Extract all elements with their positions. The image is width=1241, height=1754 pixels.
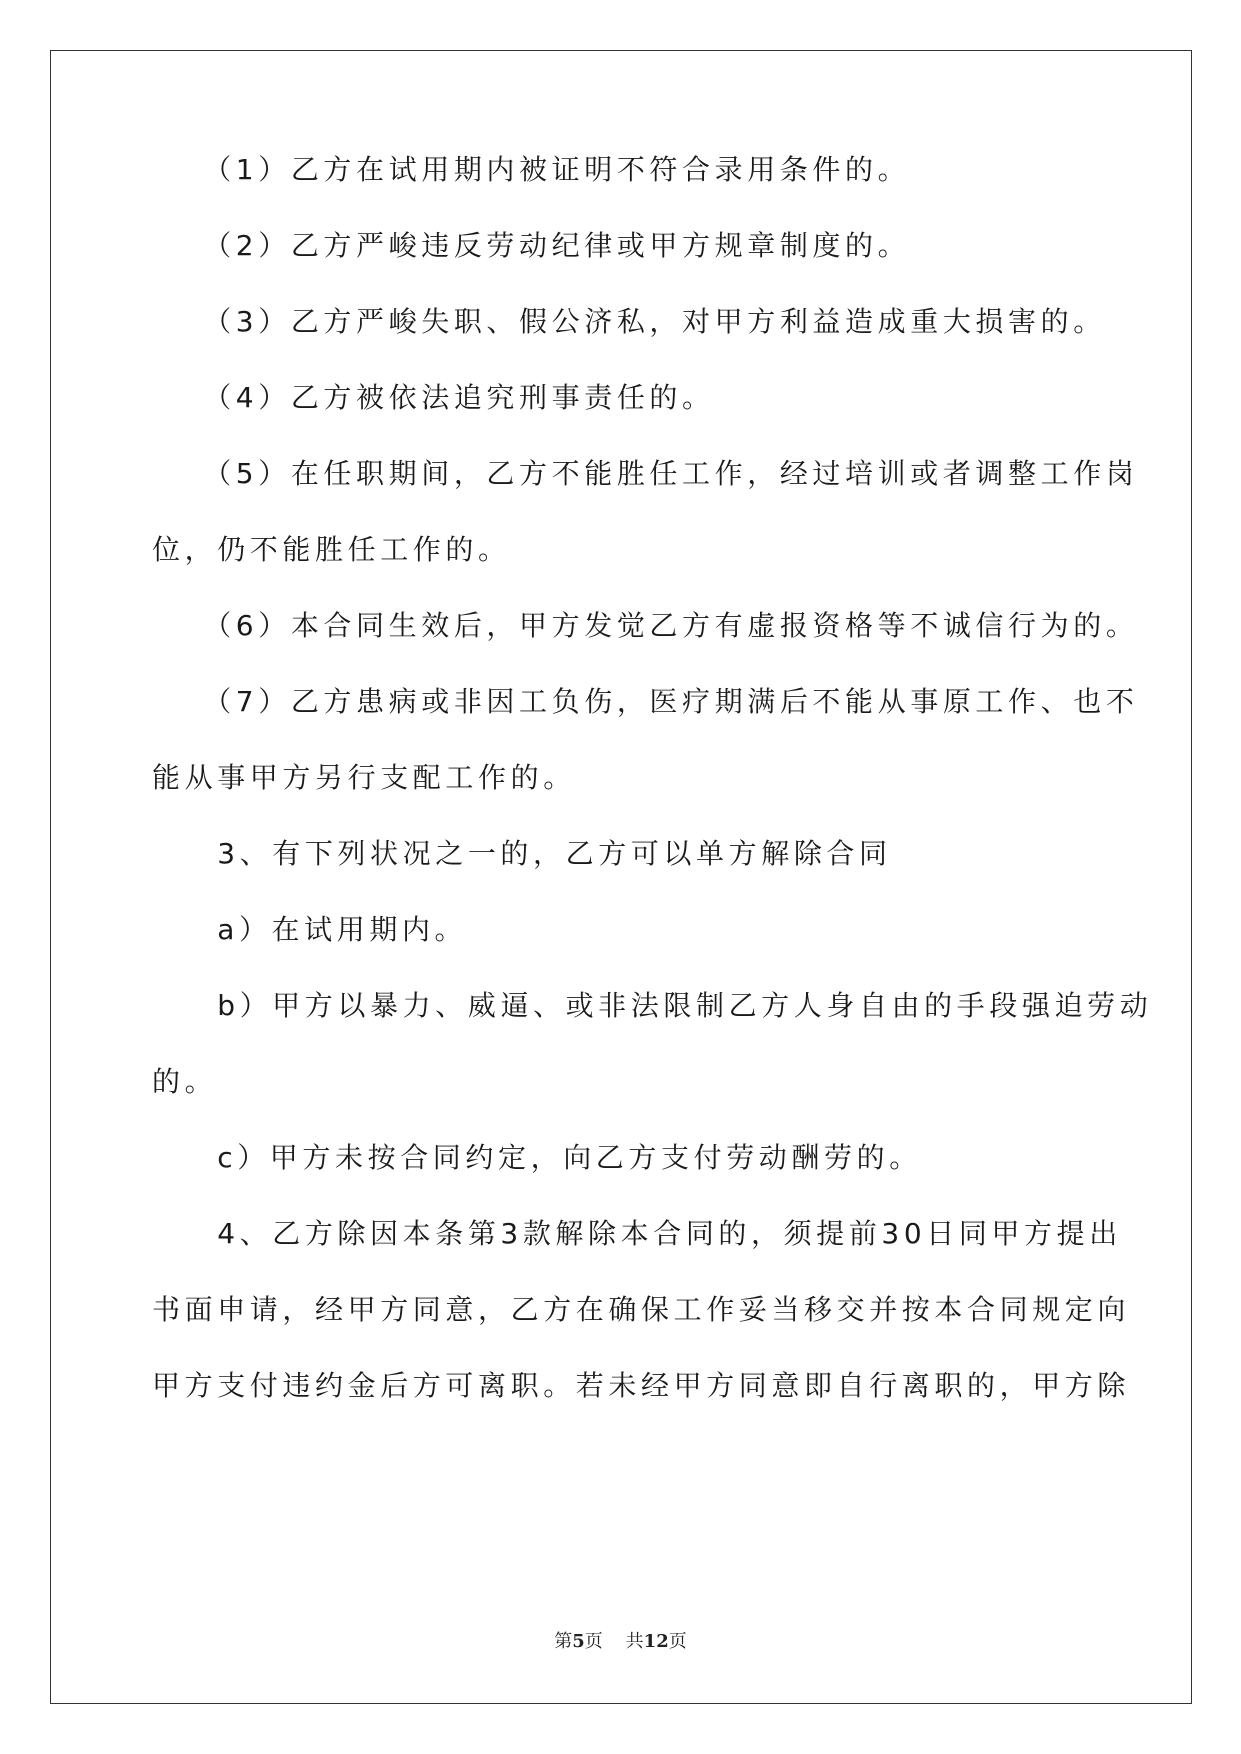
page-border [50, 50, 1192, 1704]
text-line: （5）在任职期间，乙方不能胜任工作，经过培训或者调整工作岗 [152, 457, 1139, 490]
text-line: a）在试用期内。 [152, 913, 468, 946]
text-line: （4）乙方被依法追究刑事责任的。 [152, 381, 715, 414]
page-prefix: 第 [554, 1631, 573, 1652]
text-line: 位，仍不能胜任工作的。 [152, 533, 511, 566]
text-line: 的。 [152, 1065, 218, 1098]
page-footer [0, 1630, 1241, 1654]
text-line: 4、乙方除因本条第3款解除本合同的，须提前30日同甲方提出 [152, 1217, 1122, 1250]
total-pages: 12 [643, 1631, 669, 1652]
text-line: 能从事甲方另行支配工作的。 [152, 761, 576, 794]
text-line: 3、有下列状况之一的，乙方可以单方解除合同 [152, 837, 892, 870]
text-line: （6）本合同生效后，甲方发觉乙方有虚报资格等不诚信行为的。 [152, 609, 1139, 642]
text-line: 甲方支付违约金后方可离职。若未经甲方同意即自行离职的，甲方除 [152, 1369, 1131, 1402]
total-prefix: 共 [625, 1631, 644, 1652]
text-line: （2）乙方严峻违反劳动纪律或甲方规章制度的。 [152, 229, 911, 262]
text-line: （7）乙方患病或非因工负伤，医疗期满后不能从事原工作、也不 [152, 685, 1139, 718]
text-line: （3）乙方严峻失职、假公济私，对甲方利益造成重大损害的。 [152, 305, 1106, 338]
text-line: c）甲方未按合同约定，向乙方支付劳动酬劳的。 [152, 1141, 922, 1174]
text-line: （1）乙方在试用期内被证明不符合录用条件的。 [152, 153, 911, 186]
text-line: b）甲方以暴力、威逼、或非法限制乙方人身自由的手段强迫劳动 [152, 989, 1153, 1022]
text-line: 书面申请，经甲方同意，乙方在确保工作妥当移交并按本合同规定向 [152, 1293, 1131, 1326]
page-suffix: 页 [584, 1631, 603, 1652]
page-number: 5 [572, 1631, 585, 1652]
total-suffix: 页 [668, 1631, 687, 1652]
